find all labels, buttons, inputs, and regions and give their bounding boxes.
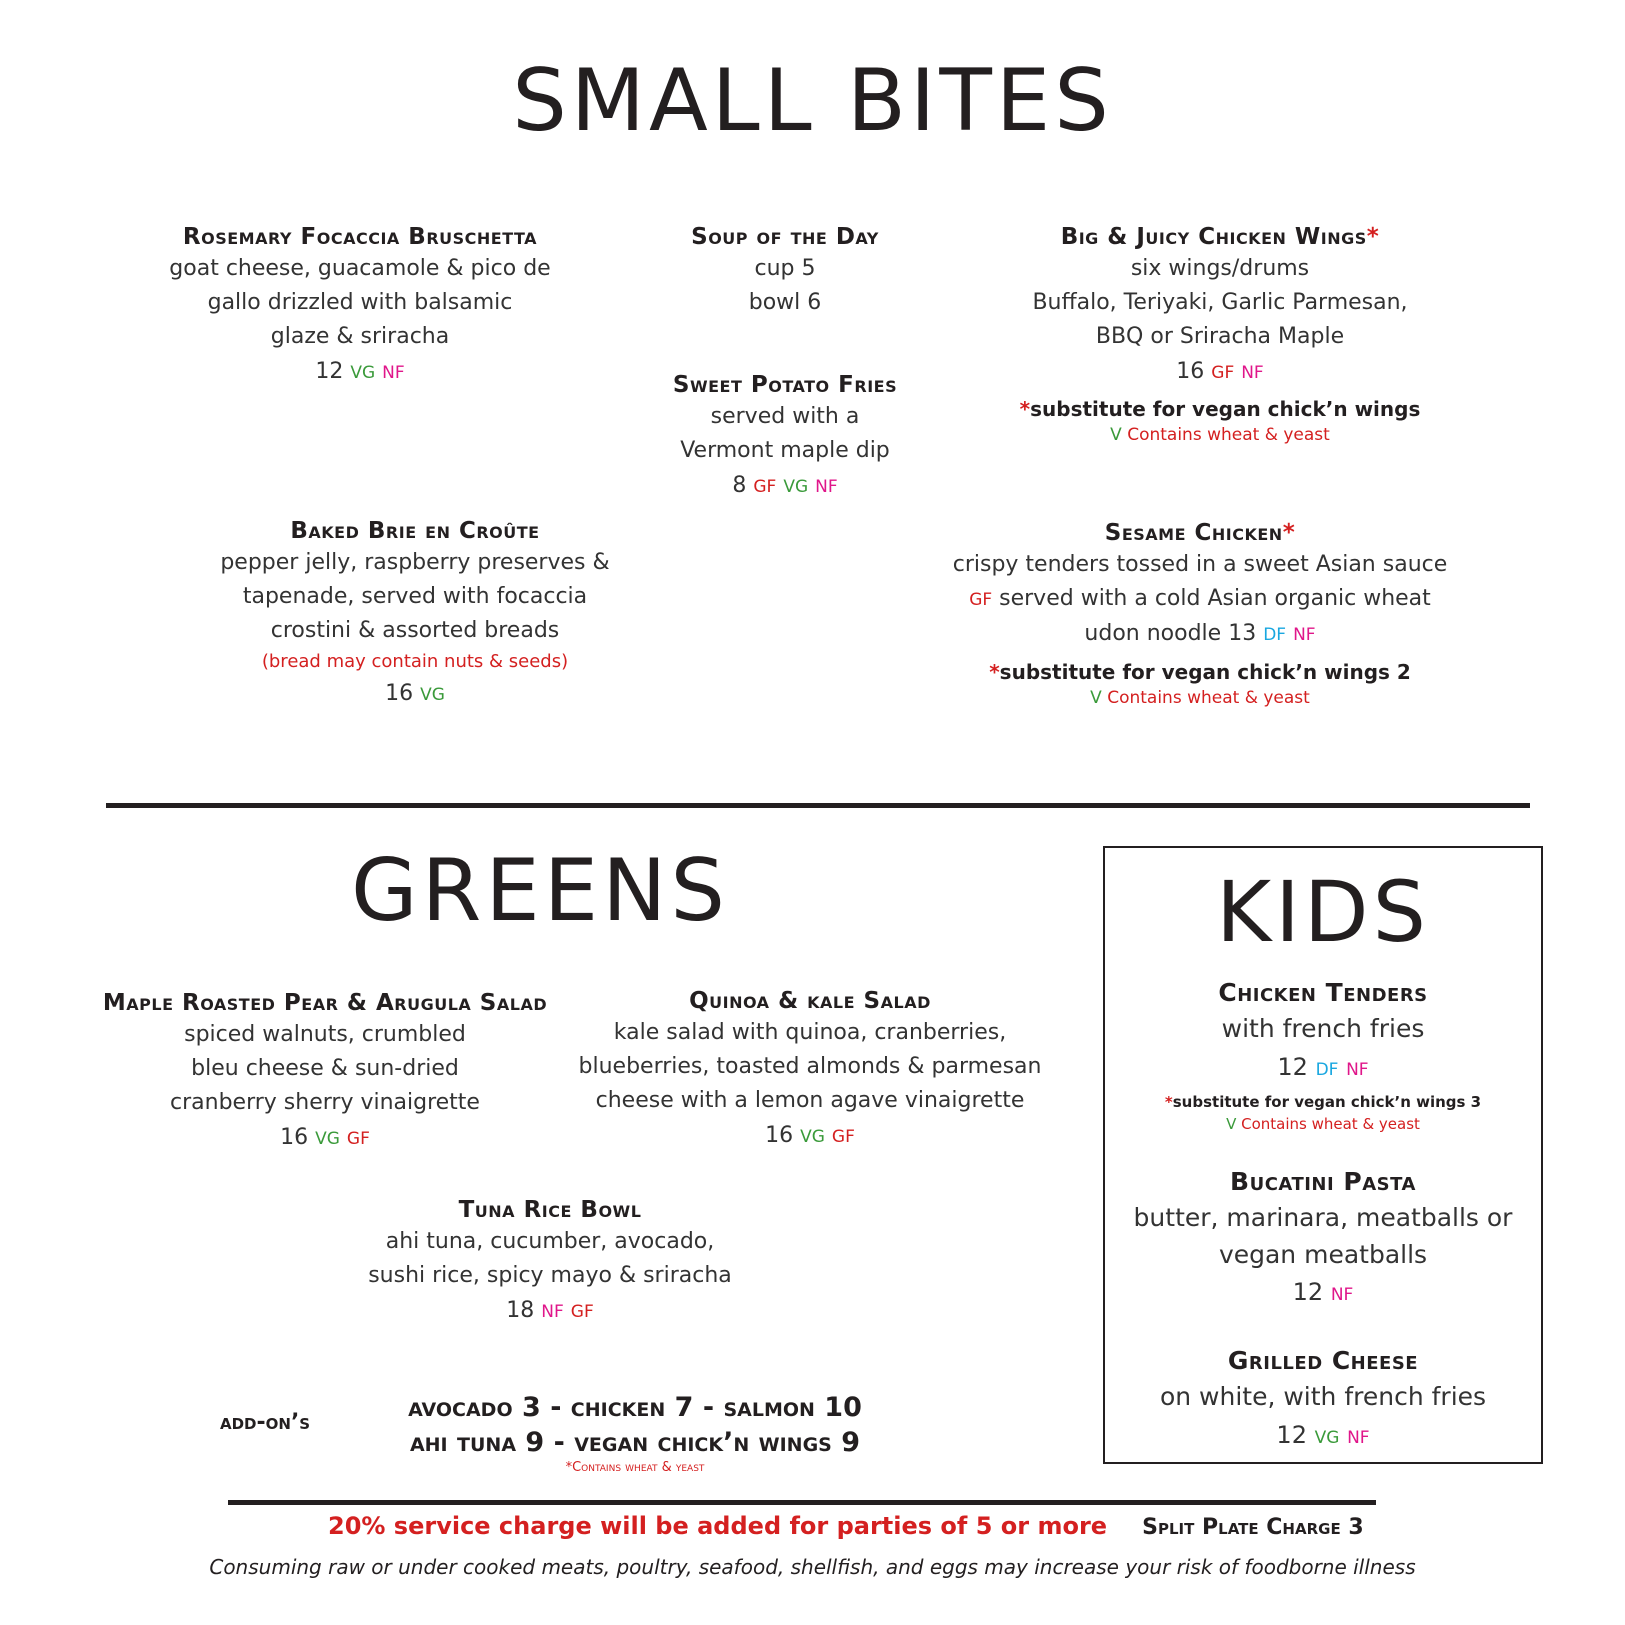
contains-note <box>1105 1113 1541 1135</box>
substitute-note <box>1105 1091 1541 1113</box>
item-desc: pepper jelly, raspberry preserves & <box>220 550 610 575</box>
item-price: 8 <box>732 473 747 498</box>
menu-item-bucatini-pasta <box>1105 1165 1541 1314</box>
item-desc: cranberry sherry vinaigrette <box>170 1090 480 1115</box>
item-price-line <box>1105 1273 1541 1314</box>
addons-list <box>370 1390 900 1476</box>
tag-nf: NF <box>1346 1060 1369 1080</box>
tag-v: V <box>1090 688 1102 708</box>
item-desc: spiced walnuts, crumbled <box>184 1022 466 1047</box>
item-name: Quinoa & kale Salad <box>689 988 931 1014</box>
item-desc: glaze & sriracha <box>270 324 450 349</box>
tag-v: V <box>1226 1115 1237 1133</box>
tag-gf: GF <box>570 1302 594 1322</box>
item-name: Sweet Potato Fries <box>672 372 898 398</box>
item-desc: tapenade, served with focaccia <box>242 584 588 609</box>
item-desc-line <box>920 617 1480 652</box>
tag-vg: VG <box>350 363 376 383</box>
item-price-line <box>570 1118 1050 1155</box>
contains-text: Contains wheat & yeast <box>1241 1115 1420 1133</box>
small-bites-title: SMALL BITES <box>512 51 1113 151</box>
item-price-line <box>970 354 1470 391</box>
item-desc: udon noodle 13 <box>1084 621 1257 646</box>
menu-item-quinoa-salad <box>570 986 1050 1155</box>
item-name: Chicken Tenders <box>1218 978 1428 1007</box>
item-desc: BBQ or Sriracha Maple <box>1095 324 1345 349</box>
item-name: Rosemary Focaccia Bruschetta <box>182 224 538 250</box>
item-price: 12 <box>1292 1278 1324 1306</box>
item-desc: six wings/drums <box>1130 256 1310 281</box>
item-name: Big & Juicy Chicken Wings <box>1060 224 1367 250</box>
item-name: Tuna Rice Bowl <box>458 1197 642 1223</box>
item-desc: butter, marinara, meatballs or <box>1133 1203 1513 1232</box>
addons-line: ahi tuna 9 - vegan chick’n wings 9 <box>409 1427 861 1458</box>
tag-vg: VG <box>315 1129 340 1149</box>
kids-title: KIDS <box>1216 863 1430 961</box>
tag-nf: NF <box>1293 625 1316 645</box>
tag-gf: GF <box>831 1127 855 1147</box>
item-price: 16 <box>280 1125 309 1150</box>
item-price: 12 <box>1277 1053 1308 1081</box>
menu-item-brie <box>200 516 630 713</box>
item-name-line <box>920 518 1480 548</box>
allergen-note: (bread may contain nuts & seeds) <box>261 651 569 672</box>
item-desc: bowl 6 <box>748 290 822 315</box>
tag-vg: VG <box>783 477 809 497</box>
menu-item-pear-salad <box>60 988 590 1157</box>
split-plate-charge: Split Plate Charge 3 <box>1142 1515 1364 1540</box>
tag-vg: VG <box>420 685 445 705</box>
tag-nf: NF <box>541 1302 564 1322</box>
footer-divider <box>228 1500 1376 1505</box>
item-price: 18 <box>506 1298 535 1323</box>
substitute-note <box>920 658 1480 686</box>
section-divider <box>106 803 1530 808</box>
small-bites-section <box>0 51 1625 151</box>
asterisk: * <box>1019 397 1031 421</box>
contains-note <box>920 686 1480 710</box>
item-name: Maple Roasted Pear & Arugula Salad <box>102 990 548 1016</box>
menu-item-grilled-cheese <box>1105 1344 1541 1457</box>
item-price-line <box>350 1293 750 1330</box>
menu-item-sesame <box>920 518 1480 710</box>
tag-v: V <box>1110 425 1122 445</box>
asterisk: * <box>1366 224 1380 250</box>
item-name: Grilled Cheese <box>1227 1346 1419 1375</box>
item-desc: gallo drizzled with balsamic <box>207 290 513 315</box>
contains-text: Contains wheat & yeast <box>1127 425 1330 445</box>
item-name-line <box>970 222 1470 252</box>
tag-nf: NF <box>1241 363 1264 383</box>
item-desc: on white, with french fries <box>1159 1382 1487 1411</box>
substitute-note <box>970 395 1470 423</box>
item-desc: served with a cold Asian organic wheat <box>999 586 1431 611</box>
item-desc: sushi rice, spicy mayo & sriracha <box>368 1263 732 1288</box>
menu-item-fries <box>620 370 950 505</box>
item-desc: crispy tenders tossed in a sweet Asian sauce <box>952 552 1448 577</box>
item-price: 12 <box>1276 1421 1307 1449</box>
item-price: 16 <box>765 1123 794 1148</box>
item-name: Baked Brie en Croûte <box>290 518 540 544</box>
tag-df: DF <box>1315 1060 1339 1080</box>
tag-nf: NF <box>1330 1285 1354 1305</box>
tag-vg: VG <box>1314 1428 1340 1448</box>
substitute-text: substitute for vegan chick’n wings <box>1030 397 1421 421</box>
item-desc: with french fries <box>1221 1014 1425 1043</box>
service-charge-note: 20% service charge will be added for parties of 5 or more <box>328 1512 1108 1540</box>
item-price-line <box>1105 1416 1541 1457</box>
tag-nf: NF <box>1347 1428 1370 1448</box>
tag-gf: GF <box>346 1129 370 1149</box>
item-desc: blueberries, toasted almonds & parmesan <box>578 1054 1042 1079</box>
item-desc: kale salad with quinoa, cranberries, <box>613 1020 1007 1045</box>
item-desc: goat cheese, guacamole & pico de <box>169 256 551 281</box>
tag-gf: GF <box>969 590 993 610</box>
substitute-text: substitute for vegan chick’n wings 3 <box>1172 1093 1482 1111</box>
substitute-text: substitute for vegan chick’n wings 2 <box>999 660 1411 684</box>
kids-title-wrap <box>1105 863 1541 961</box>
menu-item-chicken-tenders <box>1105 976 1541 1135</box>
item-desc: ahi tuna, cucumber, avocado, <box>385 1229 715 1254</box>
menu-item-soup <box>620 222 950 320</box>
item-price-line <box>620 468 950 505</box>
greens-title: GREENS <box>351 841 729 941</box>
tag-df: DF <box>1263 625 1287 645</box>
item-name: Sesame Chicken <box>1104 520 1283 546</box>
tag-gf: GF <box>753 477 777 497</box>
menu-item-tuna-bowl <box>350 1195 750 1330</box>
item-name: Bucatini Pasta <box>1230 1167 1416 1196</box>
item-name: Soup of the Day <box>691 224 879 250</box>
kids-section <box>1103 846 1543 1464</box>
contains-text: Contains wheat & yeast <box>1107 688 1310 708</box>
asterisk: * <box>1164 1093 1173 1111</box>
addons-line: avocado 3 - chicken 7 - salmon 10 <box>408 1392 862 1423</box>
item-price-line <box>200 676 630 713</box>
item-price-line <box>1105 1048 1541 1089</box>
greens-section <box>250 841 830 941</box>
footer-charges <box>328 1512 1378 1540</box>
food-safety-warning: Consuming raw or under cooked meats, poultry, seafood, shellfish, and eggs may increase your risk of foodborne illness <box>209 1555 1416 1579</box>
item-desc: Vermont maple dip <box>680 438 890 463</box>
item-desc: bleu cheese & sun-dried <box>191 1056 459 1081</box>
item-desc: cup 5 <box>754 256 816 281</box>
tag-nf: NF <box>815 477 838 497</box>
item-price: 16 <box>385 681 414 706</box>
item-desc: crostini & assorted breads <box>270 618 560 643</box>
menu-item-bruschetta <box>130 222 590 391</box>
tag-gf: GF <box>1211 363 1235 383</box>
asterisk: * <box>1282 520 1296 546</box>
addons-note: *Contains wheat & yeast <box>565 1460 705 1475</box>
menu-item-wings <box>970 222 1470 447</box>
tag-vg: VG <box>800 1127 825 1147</box>
item-desc: Buffalo, Teriyaki, Garlic Parmesan, <box>1032 290 1408 315</box>
item-price-line <box>130 354 590 391</box>
item-desc: cheese with a lemon agave vinaigrette <box>595 1088 1025 1113</box>
item-desc-line <box>920 582 1480 617</box>
asterisk: * <box>989 660 1000 684</box>
item-price-line <box>60 1120 590 1157</box>
contains-note <box>970 423 1470 447</box>
item-price: 12 <box>315 359 344 384</box>
addons-label: add-on’s <box>220 1410 311 1435</box>
tag-nf: NF <box>382 363 405 383</box>
item-price: 16 <box>1176 359 1205 384</box>
item-desc: vegan meatballs <box>1218 1240 1428 1269</box>
item-desc: served with a <box>710 404 860 429</box>
